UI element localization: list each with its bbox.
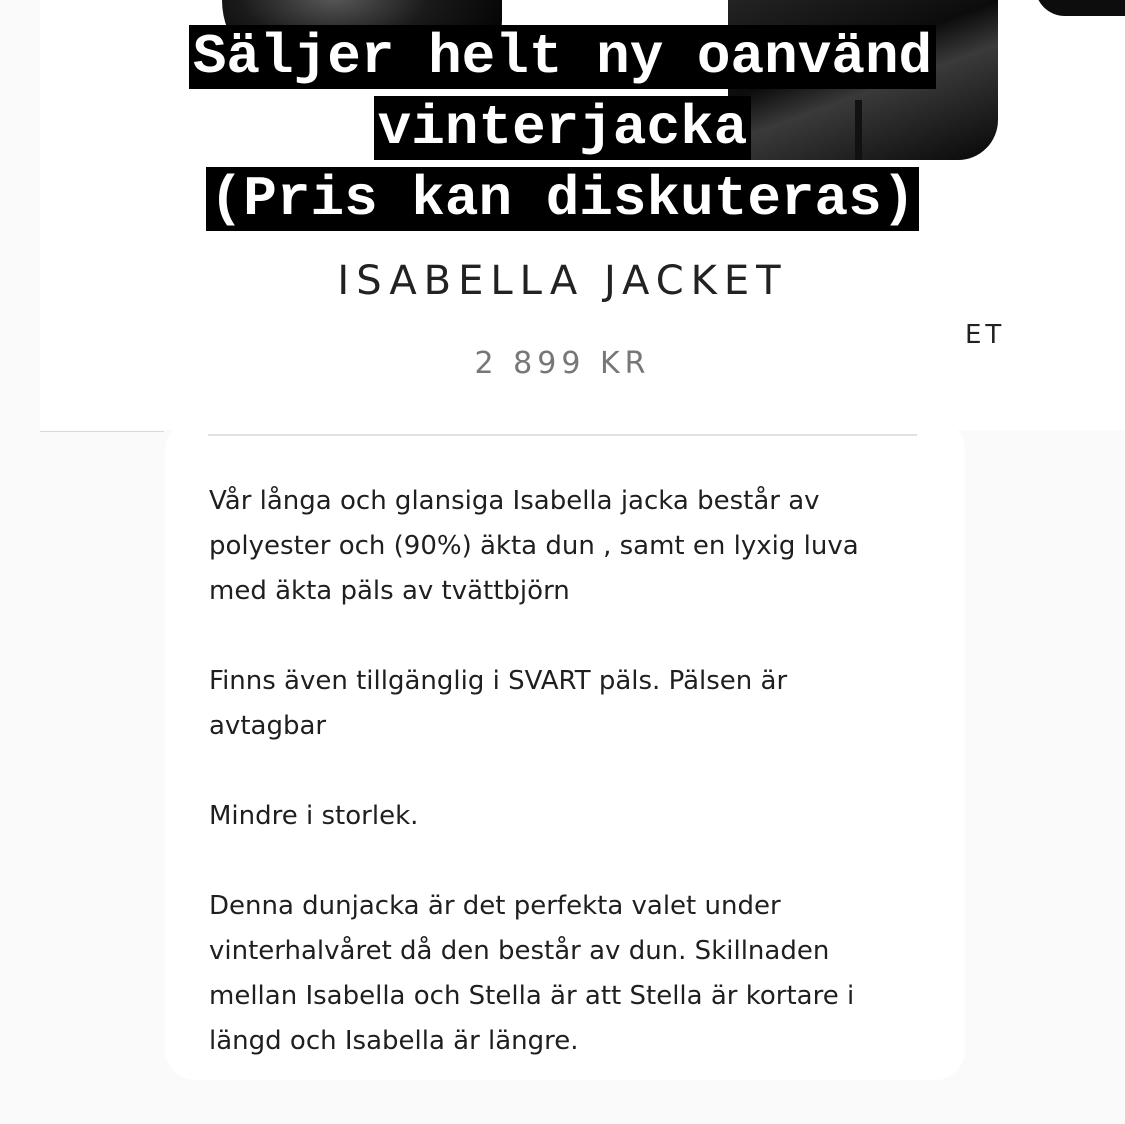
- description-paragraph-size: Mindre i storlek.: [209, 801, 419, 831]
- caption-line-1: Säljer helt ny oanvänd: [189, 25, 936, 89]
- product-title: ISABELLA JACKET: [337, 258, 788, 304]
- caption-line-2: vinterjacka: [374, 96, 752, 160]
- caption-line-3: (Pris kan diskuteras): [206, 167, 920, 231]
- description-paragraph-fur: Finns även tillgänglig i SVART päls. Pälsen är avtagbar: [209, 666, 788, 741]
- cropped-text-fragment: ET: [965, 320, 1006, 350]
- description-paragraph-comparison: Denna dunjacka är det perfekta valet under vinterhalvåret då den består av dun. Skillnaden mellan Isabella och Stella är att Stella är kortare i längd och Isabella är längre.: [209, 891, 855, 1056]
- price-divider: [208, 434, 917, 436]
- product-description: [209, 479, 909, 1109]
- divider: [40, 431, 164, 432]
- story-caption: [0, 22, 1125, 235]
- product-price: 2 899 KR: [474, 346, 651, 381]
- description-paragraph-material: Vår långa och glansiga Isabella jacka består av polyester och (90%) äkta dun , samt en lyxig luva med äkta päls av tvättbjörn: [209, 486, 859, 606]
